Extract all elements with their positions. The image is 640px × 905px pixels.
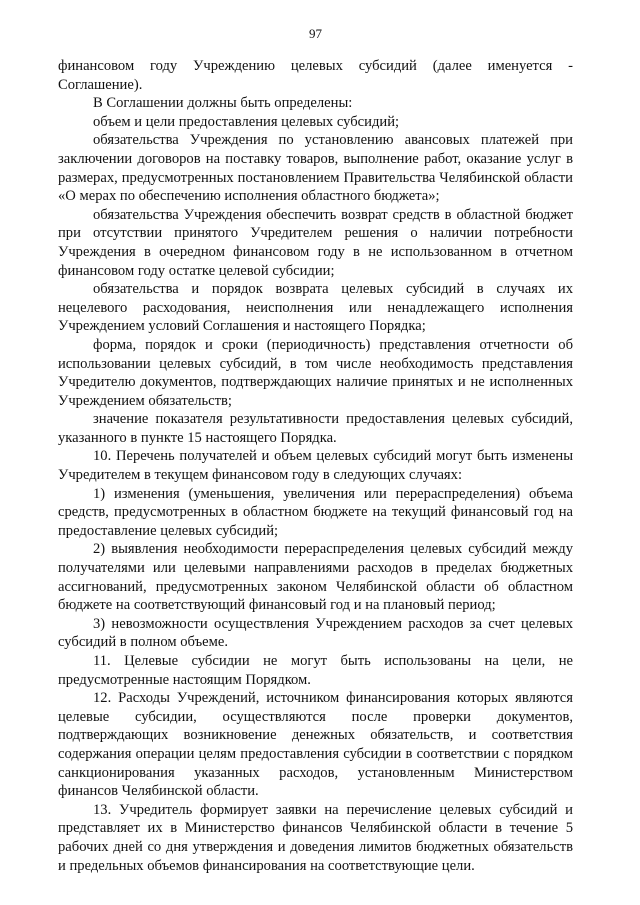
- paragraph: В Соглашении должны быть определены:: [93, 95, 353, 112]
- paragraph: 13. Учредитель формирует заявки на перечисление целевых субсидий и представляет их в Министерство финансов Челябинской области в течение 5 рабочих дней со дня утверждения и доведения лимитов бюджетных обязательств и предельных объемов финансирования на соответствующие цели.: [58, 801, 573, 874]
- document-page: [58, 0, 573, 875]
- paragraph: форма, порядок и сроки (периодичность) представления отчетности об использовании целевых субсидий, в том числе необходимость представления Учредителю документов, подтверждающих наличие принятых и не исполненных Учреждением обязательств;: [58, 336, 573, 409]
- document-body: [58, 57, 573, 875]
- paragraph: объем и цели предоставления целевых субсидий;: [93, 113, 400, 130]
- paragraph: обязательства Учреждения обеспечить возврат средств в областной бюджет при отсутствии принятого Учредителем решения о наличии потребности Учреждения в очередном финансовом году в не использованном в отчетном финансовом году остатке целевой субсидии;: [58, 206, 573, 279]
- paragraph: обязательства и порядок возврата целевых субсидий в случаях их нецелевого расходования, неисполнения или ненадлежащего исполнения Учреждением условий Соглашения и настоящего Порядка;: [58, 281, 573, 335]
- paragraph: финансовом году Учреждению целевых субсидий (далее именуется - Соглашение).: [58, 58, 573, 93]
- paragraph: 11. Целевые субсидии не могут быть использованы на цели, не предусмотренные настоящим Порядком.: [58, 653, 573, 688]
- paragraph: 3) невозможности осуществления Учреждением расходов за счет целевых субсидий в полном объеме.: [58, 615, 573, 651]
- paragraph: 1) изменения (уменьшения, увеличения или перераспределения) объема средств, предусмотренных в областном бюджете на текущий финансовый год на предоставление целевых субсидий;: [58, 485, 573, 539]
- paragraph: значение показателя результативности предоставления целевых субсидий, указанного в пункте 15 настоящего Порядка.: [58, 411, 573, 446]
- paragraph: 10. Перечень получателей и объем целевых субсидий могут быть изменены Учредителем в текущем финансовом году в следующих случаях:: [58, 448, 573, 484]
- paragraph: обязательства Учреждения по установлению авансовых платежей при заключении договоров на поставку товаров, выполнение работ, оказание услуг в размерах, предусмотренных постановлением Правительства Челябинской области «О мерах по обеспечению исполнения областного бюджета»;: [58, 132, 573, 205]
- paragraph: 2) выявления необходимости перераспределения целевых субсидий между получателями или целевыми направлениями расходов в пределах бюджетных ассигнований, предусмотренных законом Челябинской области об областном бюджете на соответствующий финансовый год и на плановый период;: [58, 541, 573, 614]
- page-number: 97: [309, 26, 322, 41]
- paragraph: 12. Расходы Учреждений, источником финансирования которых являются целевые субсидии, осуществляются после проверки документов, подтверждающих возникновение денежных обязательств, и соответствия содержания операции целям предоставления субсидии в соответствии с порядком санкционирования указанных расходов, установленным Министерством финансов Челябинской области.: [58, 690, 573, 800]
